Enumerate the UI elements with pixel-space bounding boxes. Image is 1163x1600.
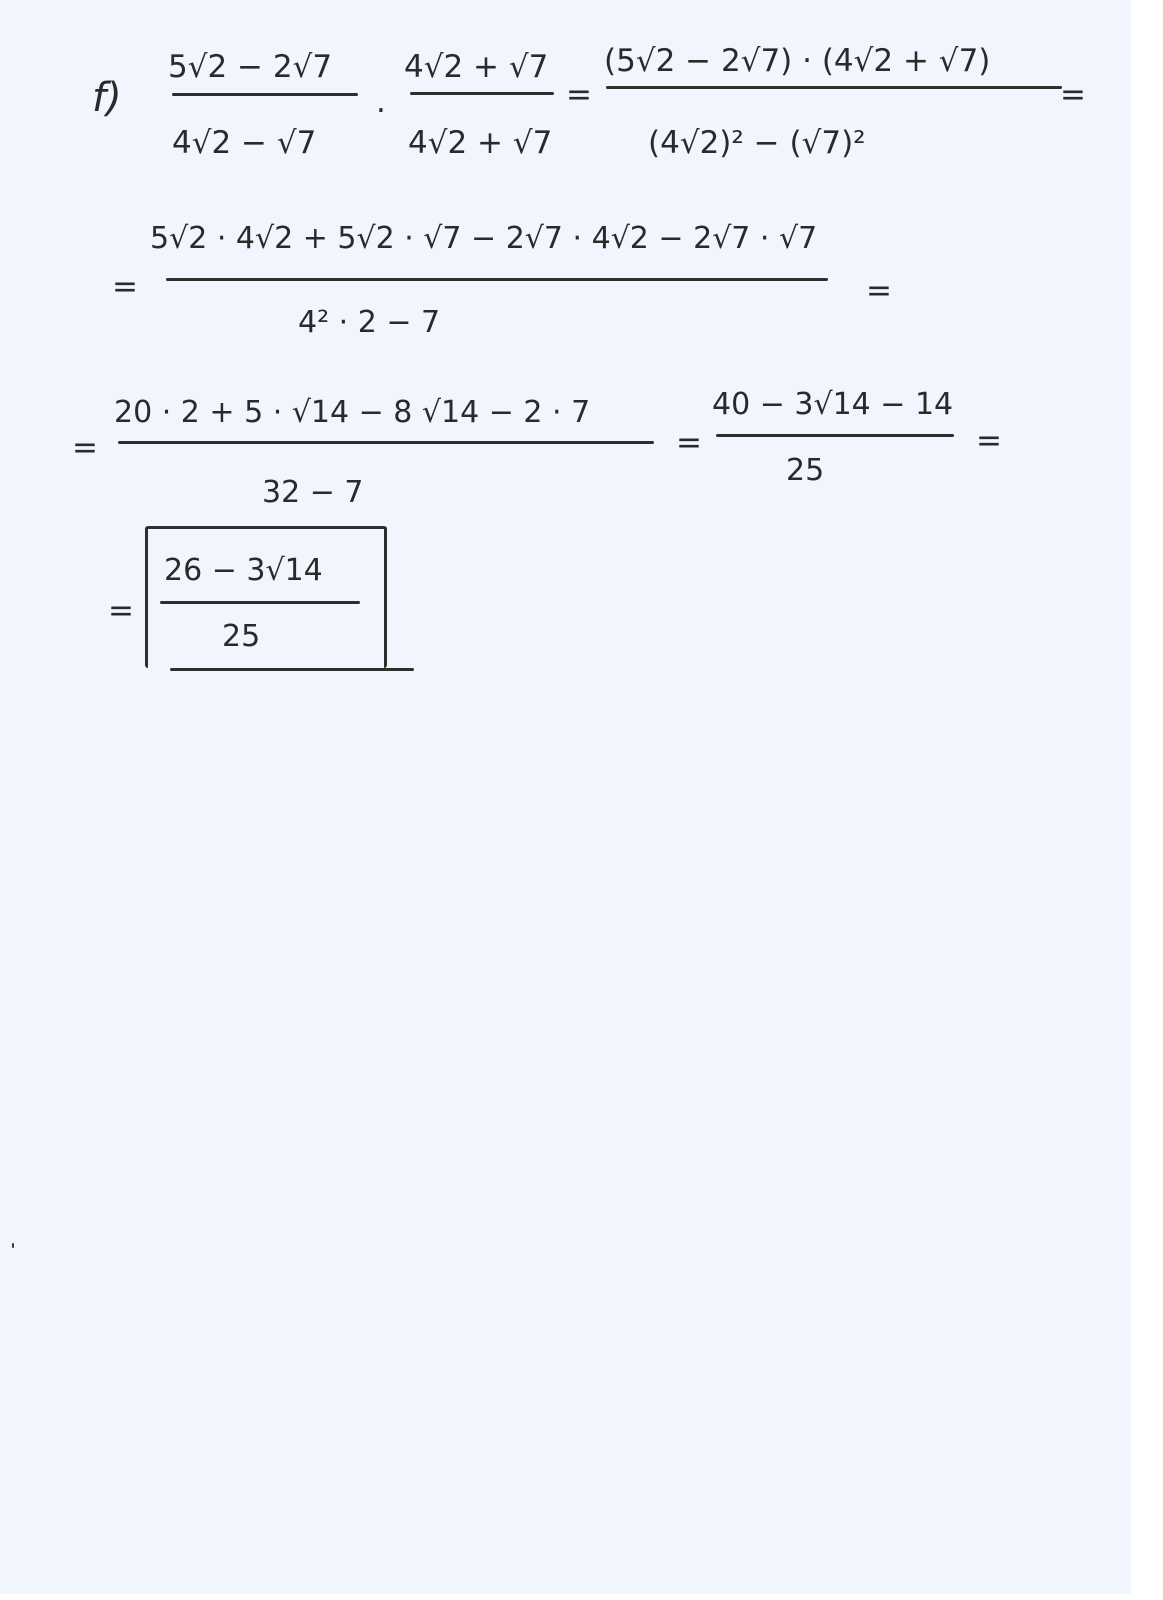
- step3-frac-a-numerator: 20 · 2 + 5 · √14 − 8 √14 − 2 · 7: [114, 395, 591, 430]
- answer-underline: [170, 668, 414, 671]
- step3-frac-b-bar: [716, 434, 954, 437]
- step1-dot: ·: [376, 93, 386, 129]
- step3-equals: =: [676, 425, 702, 461]
- step2-trailing-equals: =: [866, 273, 892, 309]
- step1-trailing-equals: =: [1060, 77, 1086, 113]
- step1-frac-b-denominator: 4√2 + √7: [408, 125, 553, 161]
- step2-leading-equals: =: [112, 269, 138, 305]
- answer-bar: [160, 601, 360, 604]
- answer-denominator: 25: [222, 619, 261, 654]
- scan-margin-bottom: [0, 1594, 1163, 1600]
- ink-speck: [12, 1243, 14, 1248]
- step3-leading-equals: =: [72, 430, 98, 466]
- scan-margin-right: [1131, 0, 1163, 1600]
- part-label: f): [92, 75, 122, 121]
- step3-frac-a-denominator: 32 − 7: [262, 475, 364, 510]
- step1-frac-a-numerator: 5√2 − 2√7: [168, 49, 333, 85]
- step3-frac-b-denominator: 25: [786, 453, 825, 488]
- answer-numerator: 26 − 3√14: [164, 553, 323, 588]
- step3-trailing-equals: =: [976, 423, 1002, 459]
- step2-denominator: 4² · 2 − 7: [298, 305, 441, 340]
- step3-frac-a-bar: [118, 441, 654, 444]
- step2-numerator: 5√2 · 4√2 + 5√2 · √7 − 2√7 · 4√2 − 2√7 · √7: [150, 221, 818, 256]
- answer-leading-equals: =: [108, 593, 134, 629]
- step1-frac-b-bar: [410, 92, 554, 95]
- step1-frac-c-numerator: (5√2 − 2√7) · (4√2 + √7): [604, 43, 991, 79]
- step1-frac-a-bar: [172, 93, 358, 96]
- step1-frac-c-denominator: (4√2)² − (√7)²: [648, 125, 866, 161]
- step1-frac-c-bar: [606, 86, 1062, 89]
- step2-bar: [166, 278, 828, 281]
- step1-frac-b-numerator: 4√2 + √7: [404, 49, 549, 85]
- step3-frac-b-numerator: 40 − 3√14 − 14: [712, 387, 954, 422]
- step1-equals: =: [566, 77, 592, 113]
- answer-box: [145, 526, 387, 668]
- step1-frac-a-denominator: 4√2 − √7: [172, 125, 317, 161]
